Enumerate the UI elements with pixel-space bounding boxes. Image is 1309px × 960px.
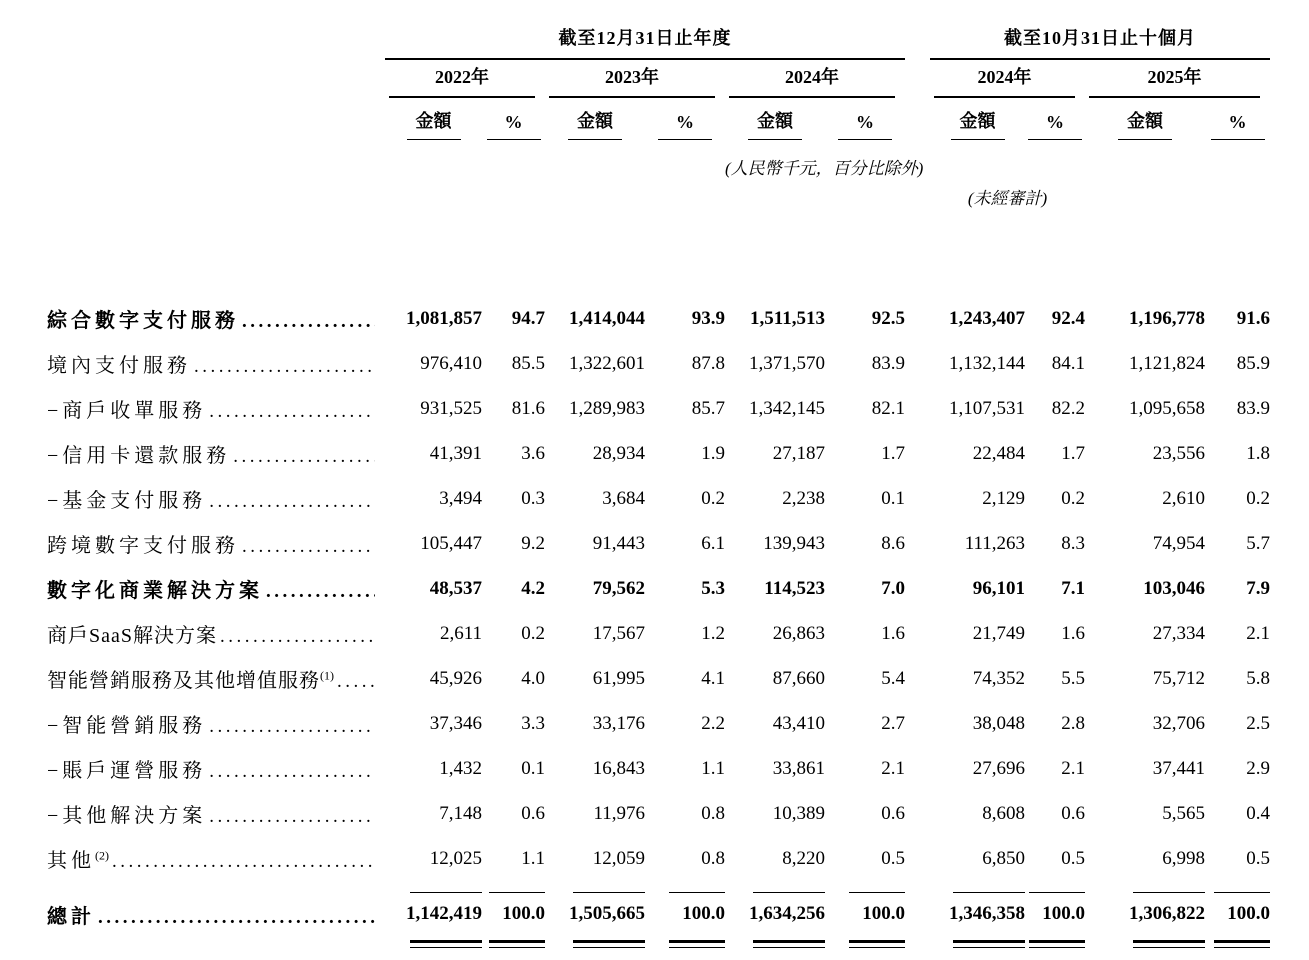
pct-cell: 0.6 [881,802,906,824]
pct-header: % [838,112,892,140]
amount-cell: 976,410 [420,352,482,374]
amount-cell: 87,660 [772,667,825,689]
amount-cell: 2,610 [1162,487,1206,509]
amount-cell: 79,562 [592,577,645,599]
pct-cell: 0.6 [1061,802,1086,824]
pct-cell: 6.1 [701,532,725,554]
pct-cell: 8.3 [1061,532,1086,554]
row-label: −智能營銷服務 [47,715,207,737]
footnote-marker: (2) [95,848,109,863]
total-double-rule-row [47,935,1270,960]
dot-leader [209,401,375,423]
amount-cell: 8,220 [782,847,825,869]
amount-cell: 17,567 [592,622,645,644]
pct-cell: 3.3 [521,712,545,734]
dot-leader [194,356,375,378]
grand-total-double-rule [753,940,825,948]
table-row [47,341,1270,386]
amount-header: 金額 [951,107,1005,140]
amount-cell: 43,410 [772,712,825,734]
pct-cell: 4.2 [521,577,545,599]
amount-cell: 1,121,824 [1129,352,1206,374]
amount-cell: 931,525 [420,397,482,419]
row-label: 跨境數字支付服務 [47,535,239,557]
amount-cell: 1,346,358 [949,903,1026,924]
amount-cell: 11,976 [593,802,645,824]
amount-cell: 111,263 [964,532,1026,554]
amount-cell: 27,187 [772,442,825,464]
row-label: 其他$^{(2)}$ [47,848,109,872]
amount-cell: 1,243,407 [949,307,1026,329]
amount-cell: 21,749 [972,622,1026,644]
pct-header: % [1028,112,1082,140]
amount-cell: 33,861 [772,757,825,779]
pct-cell: 4.0 [521,667,545,689]
amount-cell: 75,712 [1152,667,1206,689]
dot-leader [112,851,375,873]
amount-cell: 37,346 [429,712,482,734]
revenue-breakdown-table [47,20,1270,960]
table-row [47,296,1270,341]
table-row [47,656,1270,701]
amount-cell: 1,322,601 [569,352,645,374]
amount-header: 金額 [748,107,802,140]
pct-cell: 0.2 [1061,487,1086,509]
amount-cell: 38,048 [972,712,1026,734]
pre-total-rule-row [47,881,1270,893]
amount-header: 金額 [568,107,622,140]
pct-cell: 1.1 [701,757,725,779]
grand-total-double-rule [410,940,482,948]
amount-cell: 1,196,778 [1129,307,1206,329]
pct-cell: 94.7 [511,307,545,329]
pct-cell: 7.1 [1061,577,1086,599]
amount-cell: 10,389 [772,802,825,824]
pct-cell: 85.7 [691,397,725,419]
currency-unit-note: (人民幣千元，百分比除外) [725,159,924,178]
pct-cell: 82.1 [871,397,906,419]
pct-cell: 5.7 [1246,532,1271,554]
pct-cell: 92.4 [1051,307,1086,329]
amount-cell: 2,129 [982,487,1026,509]
amount-cell: 37,441 [1152,757,1206,779]
ten-month-period-header: 截至10月31日止十個月 [1004,28,1197,48]
amount-cell: 1,342,145 [749,397,825,419]
amount-cell: 8,608 [982,802,1026,824]
amount-cell: 1,634,256 [749,903,825,924]
pct-cell: 2.8 [1061,712,1086,734]
row-label: 數字化商業解決方案 [47,580,263,602]
period-group-row [47,20,1270,59]
pct-cell: 85.9 [1236,352,1271,374]
pct-cell: 2.1 [881,757,906,779]
dot-leader [98,907,375,929]
amount-cell: 12,025 [429,847,482,869]
table-row [47,836,1270,881]
pct-cell: 1.7 [881,442,906,464]
notes-row [47,140,1270,296]
amount-cell: 45,926 [429,667,482,689]
dot-leader [220,626,375,648]
pct-cell: 1.2 [701,622,725,644]
table-body [47,296,1270,960]
pct-cell: 4.1 [701,667,725,689]
table-row [47,431,1270,476]
grand-total-double-rule [1029,940,1085,948]
dot-leader [209,806,375,828]
amount-cell: 1,095,658 [1129,397,1206,419]
pct-cell: 2.7 [881,712,906,734]
annual-period-header: 截至12月31日止年度 [558,28,732,48]
pct-cell: 0.1 [521,757,545,779]
pct-cell: 9.2 [521,532,545,554]
table-row [47,476,1270,521]
year-header-row [47,59,1270,98]
amount-cell: 1,511,513 [750,307,825,329]
amount-cell: 33,176 [592,712,645,734]
footnote-marker: (1) [320,668,334,683]
dot-leader [337,671,375,693]
amount-cell: 1,371,570 [749,352,825,374]
row-label: 智能營銷服務及其他增值服務$^{(1)}$ [47,668,334,692]
row-label: 商戶SaaS解決方案 [47,625,217,647]
pct-cell: 100.0 [862,903,906,924]
grand-total-double-rule [953,940,1025,948]
amount-cell: 1,132,144 [949,352,1026,374]
pct-cell: 8.6 [881,532,906,554]
row-label: 綜合數字支付服務 [47,310,239,332]
table-row [47,791,1270,836]
pct-cell: 100.0 [682,903,725,924]
pct-cell: 1.6 [1061,622,1086,644]
grand-total-double-rule [573,940,645,948]
dot-leader [266,581,375,603]
grand-total-double-rule [1214,940,1270,948]
amount-cell: 1,081,857 [406,307,482,329]
row-label: −其他解決方案 [47,805,207,827]
pct-cell: 81.6 [511,397,545,419]
row-label: −賬戶運營服務 [47,760,207,782]
pct-cell: 82.2 [1051,397,1086,419]
pct-header: % [1211,112,1265,140]
pct-cell: 0.5 [1246,847,1271,869]
amount-cell: 1,414,044 [569,307,645,329]
amount-cell: 48,537 [429,577,482,599]
pct-cell: 1.7 [1061,442,1086,464]
amount-cell: 6,850 [982,847,1026,869]
pct-cell: 0.2 [521,622,545,644]
pct-cell: 7.0 [881,577,906,599]
row-label: −基金支付服務 [47,490,207,512]
amount-cell: 3,684 [602,487,645,509]
pct-cell: 0.5 [881,847,906,869]
pct-cell: 2.2 [701,712,725,734]
pct-cell: 92.5 [871,307,906,329]
table-row [47,611,1270,656]
amount-cell: 139,943 [763,532,825,554]
pct-header: % [658,112,712,140]
amount-cell: 96,101 [972,577,1026,599]
amount-cell: 1,289,983 [569,397,645,419]
amount-cell: 32,706 [1152,712,1206,734]
pct-cell: 2.9 [1246,757,1271,779]
pct-cell: 7.9 [1246,577,1271,599]
pct-cell: 3.6 [521,442,545,464]
pct-cell: 100.0 [1227,903,1271,924]
pct-cell: 87.8 [691,352,725,374]
pct-cell: 0.4 [1246,802,1271,824]
amount-cell: 2,611 [439,622,482,644]
pct-cell: 0.8 [701,847,725,869]
year-2024-header: 2024年 [729,63,895,98]
pct-cell: 5.3 [701,577,725,599]
pct-cell: 2.1 [1061,757,1086,779]
amount-cell: 2,238 [782,487,825,509]
pct-cell: 0.2 [701,487,725,509]
pct-header: % [487,112,541,140]
year-2023-header: 2023年 [549,63,715,98]
year-2024-ten-month-header: 2024年 [934,63,1075,98]
dot-leader [209,716,375,738]
grand-total-double-rule [849,940,905,948]
amount-header: 金額 [407,107,461,140]
dot-leader [209,491,375,513]
pct-cell: 1.9 [701,442,725,464]
amount-cell: 1,505,665 [569,903,645,924]
pct-cell: 1.6 [881,622,906,644]
pct-cell: 84.1 [1051,352,1086,374]
amount-cell: 6,998 [1162,847,1206,869]
amount-cell: 74,954 [1152,532,1206,554]
pct-cell: 1.8 [1246,442,1271,464]
pct-cell: 5.8 [1246,667,1271,689]
row-label: −商戶收單服務 [47,400,207,422]
pct-cell: 83.9 [1236,397,1271,419]
dot-leader [209,761,375,783]
amount-cell: 28,934 [592,442,645,464]
dot-leader [242,536,375,558]
pct-cell: 85.5 [511,352,545,374]
pct-cell: 2.5 [1246,712,1271,734]
pct-cell: 100.0 [502,903,545,924]
amount-cell: 22,484 [972,442,1026,464]
grand-total-double-rule [489,940,545,948]
year-2022-header: 2022年 [389,63,535,98]
amount-cell: 27,334 [1152,622,1206,644]
amount-header: 金額 [1118,107,1172,140]
table-row [47,386,1270,431]
pct-cell: 0.8 [701,802,725,824]
pct-cell: 0.3 [521,487,545,509]
amount-cell: 7,148 [439,802,482,824]
amount-cell: 5,565 [1162,802,1206,824]
amount-cell: 41,391 [429,442,482,464]
amount-cell: 1,306,822 [1129,903,1206,924]
pct-cell: 0.5 [1061,847,1086,869]
pct-cell: 0.1 [881,487,906,509]
pct-cell: 0.6 [521,802,545,824]
amount-cell: 26,863 [772,622,825,644]
amount-cell: 105,447 [420,532,482,554]
pct-cell: 93.9 [691,307,725,329]
amount-cell: 91,443 [592,532,645,554]
amount-cell: 12,059 [592,847,645,869]
amount-cell: 74,352 [972,667,1026,689]
amount-cell: 1,107,531 [949,397,1026,419]
year-2025-ten-month-header: 2025年 [1089,63,1260,98]
amount-cell: 27,696 [972,757,1026,779]
amount-cell: 1,432 [439,757,482,779]
table-row [47,566,1270,611]
row-label: 境內支付服務 [47,355,191,377]
pct-cell: 1.1 [521,847,545,869]
amount-cell: 61,995 [592,667,645,689]
table-row [47,521,1270,566]
grand-total-double-rule [669,940,725,948]
pct-cell: 83.9 [871,352,906,374]
amount-pct-header-row [47,98,1270,140]
pct-cell: 5.5 [1061,667,1086,689]
dot-leader [233,446,375,468]
pct-cell: 0.2 [1246,487,1271,509]
amount-cell: 23,556 [1152,442,1206,464]
row-label: 總計 [47,905,95,928]
pct-cell: 5.4 [881,667,906,689]
grand-total-double-rule [1133,940,1205,948]
pct-cell: 2.1 [1246,622,1271,644]
table-row [47,701,1270,746]
pct-cell: 91.6 [1236,307,1271,329]
amount-cell: 3,494 [439,487,482,509]
unaudited-note: (未經審計) [967,189,1048,208]
amount-cell: 114,523 [764,577,825,599]
pct-cell: 100.0 [1042,903,1086,924]
amount-cell: 16,843 [592,757,645,779]
dot-leader [242,311,375,333]
table-row [47,746,1270,791]
amount-cell: 103,046 [1143,577,1206,599]
amount-cell: 1,142,419 [406,903,482,924]
row-label: −信用卡還款服務 [47,445,231,467]
